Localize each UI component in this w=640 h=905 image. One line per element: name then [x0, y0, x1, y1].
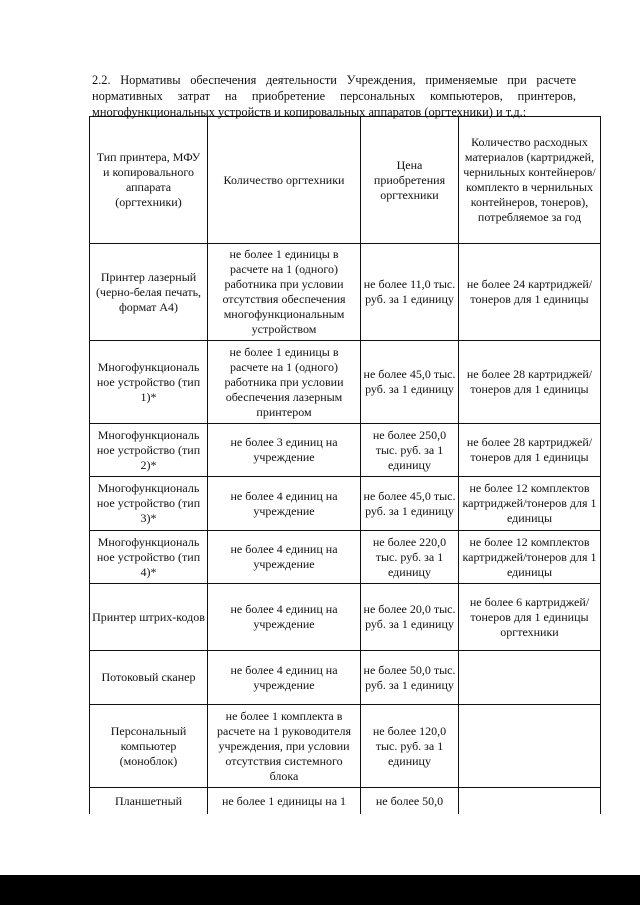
cell-type: Потоковый сканер — [90, 651, 208, 705]
cell-quantity: не более 1 единицы в расчете на 1 (одного) работника при условии отсутствия обеспечения многофункциональным устройством — [208, 244, 361, 341]
table-row — [90, 651, 601, 705]
cell-consumables — [459, 788, 601, 814]
cell-consumables: не более 12 комплектов картриджей/тонеров для 1 единицы — [459, 531, 601, 584]
cell-quantity: не более 3 единиц на учреждение — [208, 424, 361, 477]
table-header-row — [90, 117, 601, 244]
cell-quantity: не более 4 единиц на учреждение — [208, 584, 361, 651]
table-row — [90, 584, 601, 651]
cell-quantity: не более 4 единиц на учреждение — [208, 477, 361, 531]
cell-quantity: не более 1 единицы в расчете на 1 (одного) работника при условии обеспечения лазерным принтером — [208, 341, 361, 424]
scan-bottom-edge — [0, 875, 640, 905]
cell-quantity: не более 4 единиц на учреждение — [208, 651, 361, 705]
cell-price: не более 11,0 тыс. руб. за 1 единицу — [361, 244, 459, 341]
cell-price: не более 45,0 тыс. руб. за 1 единицу — [361, 341, 459, 424]
cell-type: Планшетный — [90, 788, 208, 814]
cell-consumables — [459, 705, 601, 788]
cell-type: Принтер лазерный (черно-белая печать, формат А4) — [90, 244, 208, 341]
equipment-norms-table — [89, 116, 601, 814]
cell-price: не более 50,0 — [361, 788, 459, 814]
table-row — [90, 705, 601, 788]
cell-type: Многофункциональ ное устройство (тип 3)* — [90, 477, 208, 531]
header-consumables: Количество расходных материалов (картриджей, чернильных контейнеров/комплекто в чернильных контейнеров, тонеров), потребляемое за год — [459, 117, 601, 244]
table-row — [90, 244, 601, 341]
table-row — [90, 477, 601, 531]
cell-consumables — [459, 651, 601, 705]
cell-price: не более 20,0 тыс. руб. за 1 единицу — [361, 584, 459, 651]
header-equipment-quantity: Количество оргтехники — [208, 117, 361, 244]
header-purchase-price: Цена приобретения оргтехники — [361, 117, 459, 244]
cell-price: не более 50,0 тыс. руб. за 1 единицу — [361, 651, 459, 705]
cell-consumables: не более 12 комплектов картриджей/тонеров для 1 единицы — [459, 477, 601, 531]
cell-price: не более 45,0 тыс. руб. за 1 единицу — [361, 477, 459, 531]
intro-paragraph: 2.2. Нормативы обеспечения деятельности Учреждения, применяемые при расчете нормативных затрат на приобретение персональных компьютеров, принтеров, многофункциональных устройств и копировальных аппаратов (оргтехники) и т.д.: — [92, 73, 576, 120]
cell-price: не более 250,0 тыс. руб. за 1 единицу — [361, 424, 459, 477]
cell-type: Принтер штрих-кодов — [90, 584, 208, 651]
cell-price: не более 220,0 тыс. руб. за 1 единицу — [361, 531, 459, 584]
cell-type: Персональный компьютер (моноблок) — [90, 705, 208, 788]
table-row — [90, 531, 601, 584]
cell-price: не более 120,0 тыс. руб. за 1 единицу — [361, 705, 459, 788]
cell-type: Многофункциональ ное устройство (тип 1)* — [90, 341, 208, 424]
cell-consumables: не более 28 картриджей/тонеров для 1 единицы — [459, 424, 601, 477]
cell-type: Многофункциональ ное устройство (тип 2)* — [90, 424, 208, 477]
cell-quantity: не более 4 единиц на учреждение — [208, 531, 361, 584]
cell-type: Многофункциональ ное устройство (тип 4)* — [90, 531, 208, 584]
cell-consumables: не более 6 картриджей/тонеров для 1 единицы оргтехники — [459, 584, 601, 651]
table-row — [90, 424, 601, 477]
cell-quantity: не более 1 комплекта в расчете на 1 руководителя учреждения, при условии отсутствия системного блока — [208, 705, 361, 788]
cell-quantity: не более 1 единицы на 1 — [208, 788, 361, 814]
cell-consumables: не более 24 картриджей/тонеров для 1 единицы — [459, 244, 601, 341]
table-row — [90, 341, 601, 424]
cell-consumables: не более 28 картриджей/тонеров для 1 единицы — [459, 341, 601, 424]
header-equipment-type: Тип принтера, МФУ и копировального аппарата (оргтехники) — [90, 117, 208, 244]
table-row — [90, 788, 601, 814]
